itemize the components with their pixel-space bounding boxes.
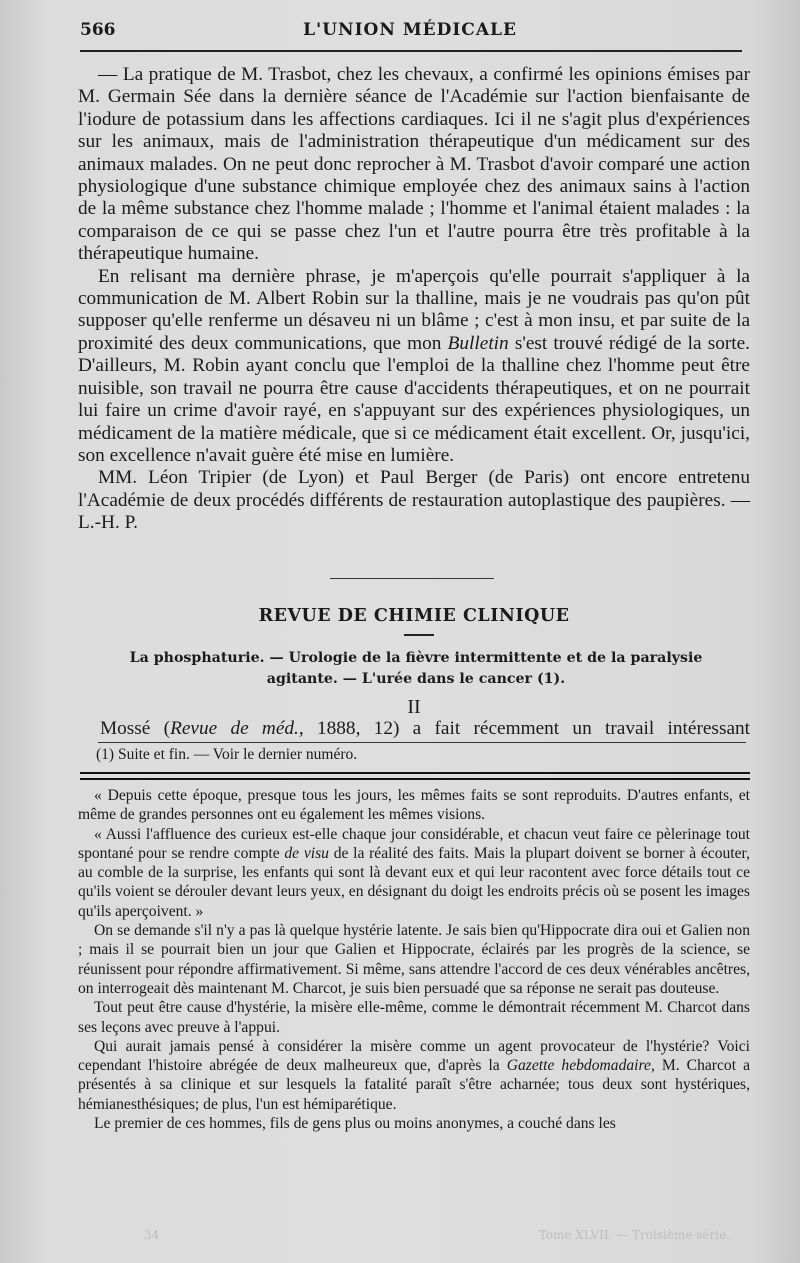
bulletin-word: Bulletin: [447, 332, 509, 354]
part-number: II: [407, 696, 421, 718]
title-rule: [404, 634, 434, 636]
footnote-rule: [98, 742, 746, 743]
quote-2-before: « Aussi l'affluence des curieux est-elle chaque jour considérable, et chacun veut faire ce pèlerinage tout spontané pour se rendre compte: [78, 825, 750, 862]
paragraph-robin: [78, 266, 750, 468]
quote-paragraph-1: « Depuis cette époque, presque tous les jours, les mêmes faits se sont reproduits. D'autres enfants, et même de grandes personnes ont eu également les mêmes visions.: [78, 787, 750, 824]
charcot-after: , M. Charcot a présentés à sa clinique et sur lesquels la fatalité paraît s'être acharnée; tous deux sont hystériques, hémianesthésiques; de plus, l'un est hémiparétique.: [78, 1057, 750, 1113]
section-subtitle: La phosphaturie. — Urologie de la fièvre intermittente et de la paralysie agitante. — L'urée dans le cancer (1).: [129, 650, 703, 687]
mosse-author: Mossé (: [100, 718, 171, 739]
volume-mark: Tome XLVII. — Troisième série.: [538, 1228, 730, 1242]
gazette-title: Gazette hebdomadaire: [506, 1057, 651, 1075]
hysteria-paragraph: On se demande s'il n'y a pas là quelque hystérie latente. Je sais bien qu'Hippocrate dira oui et Galien non ; mais il se pourrait bien un jour que Galien et Hippocrate, éclairés par les progrès de la science, se réunissent pour répondre affirmativement. Si même, sans attendre l'accord de ces deux vénérables ancêtres, on interrogeait dès maintenant M. Charcot, je suis bien persuadé que sa réponse ne serait pas douteuse.: [78, 922, 750, 997]
quote-2-after: de la réalité des faits. Mais la plupart doivent se borner à écouter, au comble de la surprise, les enfants qui sont là devant eux et qui leur racontent avec force détails tout ce qu'ils voient se dérouler devant leurs yeux, en désignant du doigt les endroits précis où se posent les images qu'ils aperçoivent. »: [78, 844, 751, 920]
header-rule: [80, 50, 742, 52]
charcot-before: Qui aurait jamais pensé à considérer la misère comme un agent provocateur de l'hystérie? Voici cependant l'histoire abrégée de deux malheureux que, d'après la: [78, 1037, 750, 1075]
page-header: [80, 18, 740, 44]
paragraph-tripier: MM. Léon Tripier (de Lyon) et Paul Berger (de Paris) ont encore entretenu l'Académie de deux procédés différents de restauration autoplastique des paupières. — L.-H. P.: [78, 467, 750, 534]
double-rule: [80, 772, 750, 780]
paragraph-trasbot: — La pratique de M. Trasbot, chez les chevaux, a confirmé les opinions émises par M. Germain Sée dans la dernière séance de l'Académie sur l'action bienfaisante de l'iodure de potassium dans les affections cardiaques. Ici il ne s'agit plus d'expériences sur les animaux, mais de l'administration thérapeutique d'un médicament sur des animaux malades. On ne peut donc reprocher à M. Trasbot d'avoir comparé une action physiologique d'une substance chimique employée chez des animaux sains à l'action de la même substance chez l'homme malade ; l'homme et l'animal étaient malades : la comparaison de ce qui se passe chez l'un et l'autre pourra être très profitable à la thérapeutique humaine.: [78, 64, 750, 265]
page-number: 566: [80, 20, 116, 40]
section-title: REVUE DE CHIMIE CLINIQUE: [258, 606, 570, 626]
running-title: L'UNION MÉDICALE: [303, 20, 517, 40]
mosse-journal: Revue de méd.: [170, 718, 299, 739]
feuilleton-text: [78, 786, 750, 1133]
misery-paragraph: Tout peut être cause d'hystérie, la misère elle-même, comme le démontrait récemment M. Charcot dans ses leçons avec preuve à l'appui.: [78, 999, 750, 1036]
first-man-paragraph: Le premier de ces hommes, fils de gens plus ou moins anonymes, a couché dans les: [94, 1115, 616, 1133]
footnote: (1) Suite et fin. — Voir le dernier numéro.: [96, 746, 358, 763]
quote-paragraph-2: [78, 825, 750, 921]
article-body: [78, 64, 750, 535]
signature-mark: 34: [144, 1228, 160, 1242]
signature-divider: [330, 578, 494, 579]
paragraph-robin-start: En relisant ma dernière phrase, je m'aperçois qu'elle pourrait s'appliquer à la communication de M. Albert Robin sur la thalline, mais je ne voudrais pas qu'on pût supposer qu'elle renferme un désaveu ni un blâme ; c'est à mon insu, et par suite de la proximité des deux communications, que mon: [78, 265, 750, 354]
mosse-rest: , 1888, 12) a fait récemment un travail intéressant: [298, 718, 750, 739]
de-visu: de visu: [284, 844, 329, 862]
paragraph-robin-end: s'est trouvé rédigé de la sorte. D'ailleurs, M. Robin ayant conclu que l'emploi de la thalline chez l'homme peut être nuisible, son travail ne pourra être cause d'accidents thérapeutiques, et on ne pourrait lui faire un crime d'avoir rayé, en s'appuyant sur des expériences physiologiques, un médicament de la matière médicale, que si ce médicament était excellent. Or, jusqu'ici, son excellence n'avait guère été mise en lumière.: [78, 332, 750, 466]
mosse-line: [100, 718, 750, 740]
charcot-paragraph: [78, 1037, 750, 1114]
page-footer: [78, 1226, 750, 1246]
